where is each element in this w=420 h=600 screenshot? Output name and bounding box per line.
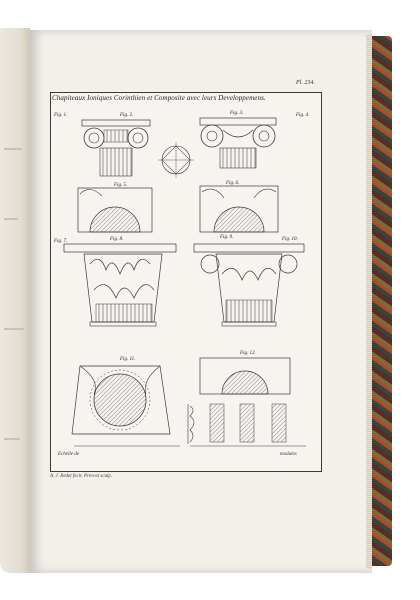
ionic-capital-left <box>82 120 150 176</box>
fig-label: Fig. 11. <box>120 357 136 362</box>
fig-label: Fig. 2. <box>120 113 134 118</box>
composite-underside <box>200 358 290 394</box>
ionic-underside-left <box>78 188 152 232</box>
fig-label: Fig. 8. <box>110 237 124 242</box>
fig-label: Fig. 10. <box>282 237 298 242</box>
architectural-drawings <box>50 104 320 449</box>
engraver-credit: A. J. Bedet fecit. Prevost sculp. <box>50 474 113 479</box>
fig-label: Fig. 9. <box>220 235 234 240</box>
marbled-cover <box>372 36 392 566</box>
ionic-capital-right <box>200 118 276 168</box>
ghost-line <box>4 148 22 150</box>
fig-label: Fig. 6. <box>226 181 240 186</box>
ghost-line <box>4 218 18 220</box>
composite-capital <box>194 244 304 326</box>
fig-label: Fig. 5. <box>114 183 128 188</box>
ghost-line <box>4 438 20 440</box>
plate-number: Pl. 234. <box>296 80 315 86</box>
plate-title: Chapiteaux Ioniques Corinthien et Composite avec leurs Developpemens. <box>52 94 266 102</box>
fig-label: Fig. 7. <box>54 239 68 244</box>
fig-label: Fig. 12. <box>240 351 256 356</box>
fig-label: Fig. 1. <box>54 113 68 118</box>
ghost-line <box>4 328 24 330</box>
fig-label: Fig. 4. <box>296 113 310 118</box>
ionic-underside-right <box>200 186 278 232</box>
plan-diagram-small <box>158 142 194 178</box>
corinthian-capital <box>64 244 176 326</box>
left-page <box>0 28 30 573</box>
scale-label: Echelle de <box>58 452 79 457</box>
corinthian-plan <box>72 366 170 434</box>
fig-label: Fig. 3. <box>230 111 244 116</box>
scale-unit: modules <box>280 452 297 457</box>
